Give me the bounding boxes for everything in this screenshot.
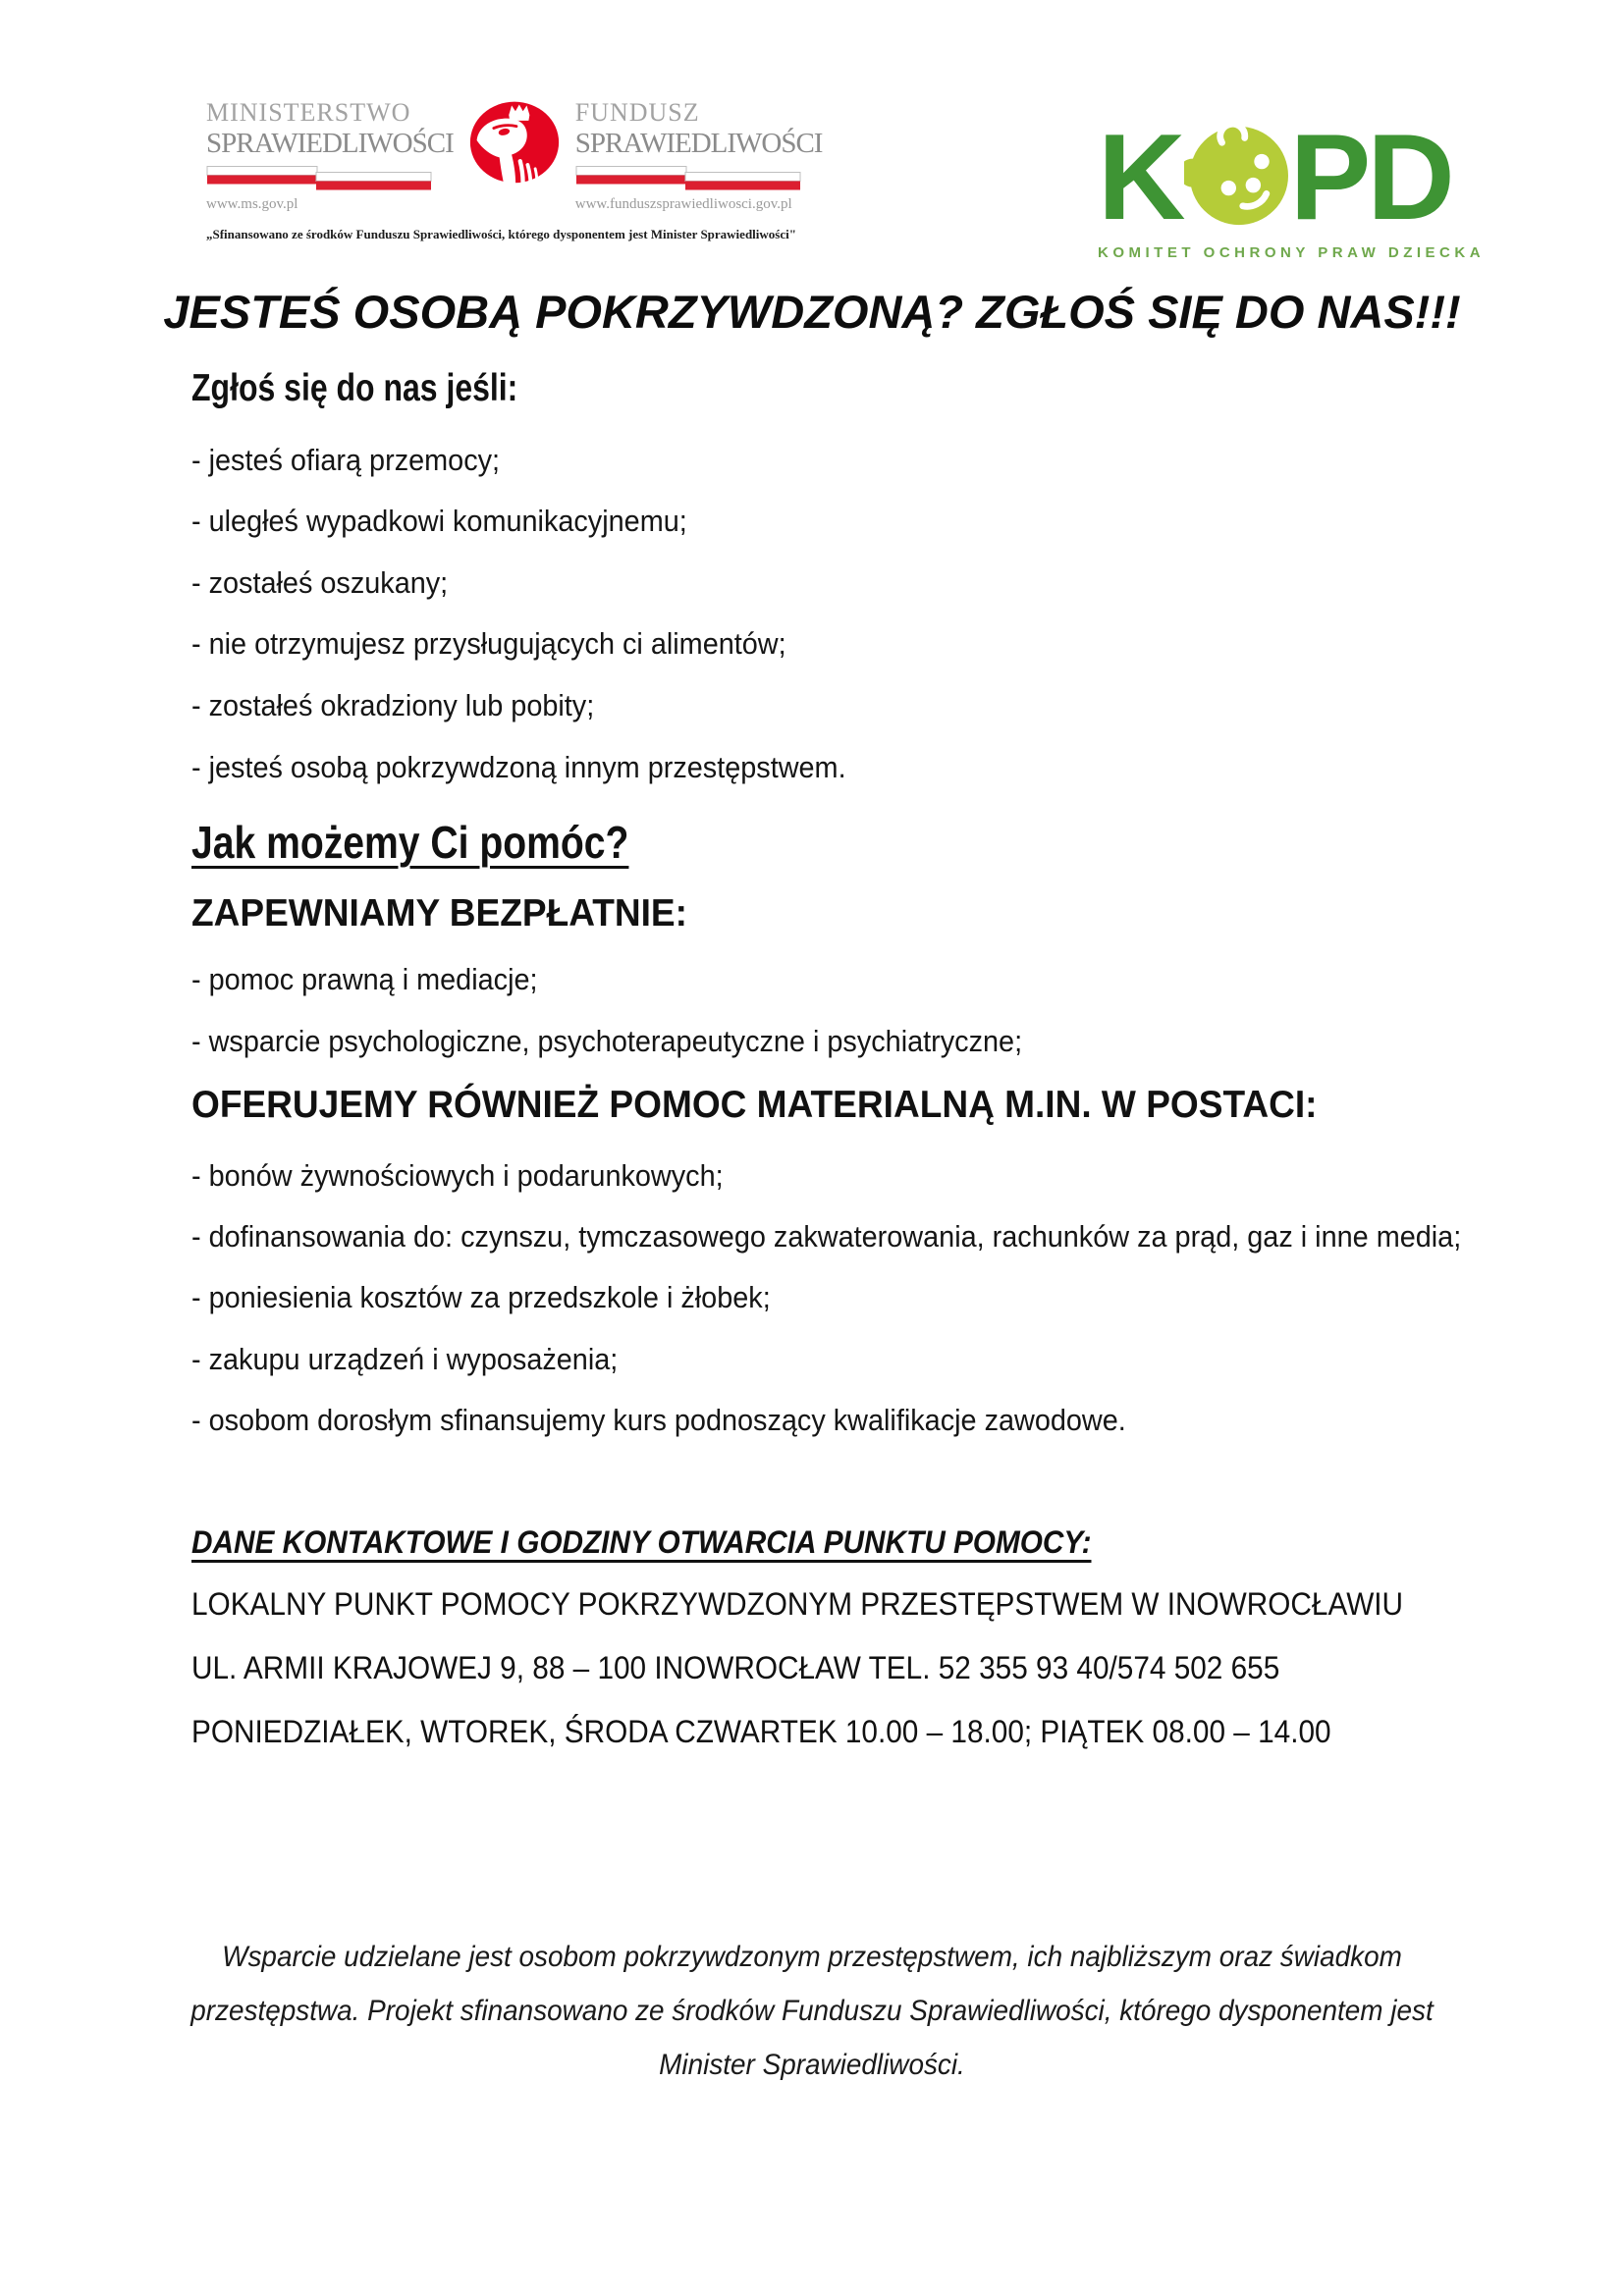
fundusz-logo	[575, 98, 823, 213]
funding-note: „Sfinansowano ze środków Funduszu Sprawiedliwości, którego dysponentem jest Minister Sprawiedliwości"	[206, 227, 796, 241]
list-item: - pomoc prawną i mediacje;	[191, 962, 538, 996]
ministry-name-line1: MINISTERSTWO	[206, 98, 411, 127]
ministry-logo	[206, 98, 454, 213]
footer-note-line: Minister Sprawiedliwości.	[659, 2049, 965, 2081]
contact-line-hours: PONIEDZIAŁEK, WTOREK, ŚRODA CZWARTEK 10.00 – 18.00; PIĄTEK 08.00 – 14.00	[191, 1714, 1331, 1749]
help-heading: Jak możemy Ci pomóc?	[191, 817, 629, 868]
list-item: - zostałeś okradziony lub pobity;	[191, 688, 595, 722]
free-help-heading: ZAPEWNIAMY BEZPŁATNIE:	[191, 892, 687, 934]
material-help-heading: OFERUJEMY RÓWNIEŻ POMOC MATERIALNĄ M.IN. W POSTACI:	[191, 1084, 1318, 1126]
list-item: - nie otrzymujesz przysługujących ci alimentów;	[191, 626, 786, 661]
flag-ribbon-icon	[575, 165, 801, 192]
footer-note-line: przestępstwa. Projekt sfinansowano ze środków Funduszu Sprawiedliwości, którego dysponentem jest	[190, 1995, 1434, 2027]
kopd-logo	[1098, 109, 1486, 261]
fundusz-name-line2: SPRAWIEDLIWOŚCI	[574, 128, 823, 159]
list-item: - uległeś wypadkowi komunikacyjnemu;	[191, 504, 687, 538]
footer-note-line: Wsparcie udzielane jest osobom pokrzywdzonym przestępstwem, ich najbliższym oraz świadkom	[222, 1941, 1402, 1973]
white-eagle-icon	[467, 98, 562, 213]
ministry-url: www.ms.gov.pl	[206, 196, 298, 212]
fundusz-name-line1: FUNDUSZ	[574, 98, 700, 127]
list-item: - zakupu urządzeń i wyposażenia;	[191, 1342, 619, 1376]
list-item: - jesteś ofiarą przemocy;	[191, 443, 501, 477]
list-item: - jesteś osobą pokrzywdzoną innym przestępstwem.	[191, 750, 846, 784]
list-item: - bonów żywnościowych i podarunkowych;	[191, 1158, 724, 1193]
kopd-caption: KOMITET OCHRONY PRAW DZIECKA	[1098, 244, 1486, 261]
contact-heading: DANE KONTAKTOWE I GODZINY OTWARCIA PUNKTU POMOCY:	[191, 1524, 1092, 1560]
intro-heading: Zgłoś się do nas jeśli:	[191, 367, 518, 409]
page-title: JESTEŚ OSOBĄ POKRZYWDZONĄ? ZGŁOŚ SIĘ DO NAS!!!	[163, 286, 1461, 338]
kopd-face-icon	[1184, 124, 1288, 233]
ministry-name-line2: SPRAWIEDLIWOŚCI	[206, 128, 454, 159]
ministry-funding-banner	[206, 98, 823, 242]
list-item: - wsparcie psychologiczne, psychoterapeutyczne i psychiatryczne;	[191, 1024, 1023, 1058]
contact-line-location: LOKALNY PUNKT POMOCY POKRZYWDZONYM PRZESTĘPSTWEM W INOWROCŁAWIU	[191, 1586, 1404, 1622]
flag-ribbon-icon	[206, 165, 432, 192]
list-item: - dofinansowania do: czynszu, tymczasowego zakwaterowania, rachunków za prąd, gaz i inne media;	[191, 1219, 1462, 1254]
kopd-letter-k: K	[1098, 109, 1182, 245]
fundusz-url: www.funduszsprawiedliwosci.gov.pl	[574, 196, 792, 212]
list-item: - zostałeś oszukany;	[191, 565, 449, 600]
kopd-letters-pd: PD	[1289, 109, 1451, 245]
contact-line-address-phone: UL. ARMII KRAJOWEJ 9, 88 – 100 INOWROCŁAW TEL. 52 355 93 40/574 502 655	[191, 1650, 1280, 1685]
list-item: - poniesienia kosztów za przedszkole i żłobek;	[191, 1280, 771, 1314]
list-item: - osobom dorosłym sfinansujemy kurs podnoszący kwalifikacje zawodowe.	[191, 1403, 1126, 1437]
